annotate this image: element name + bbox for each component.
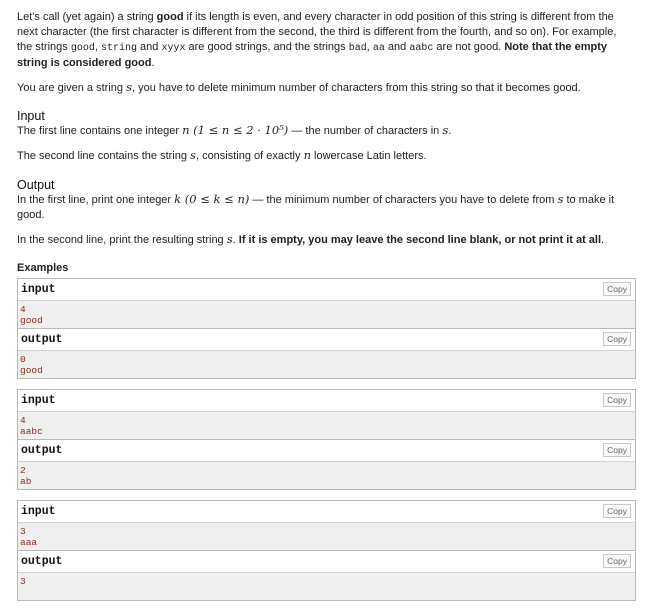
example-line: ab [20, 476, 32, 487]
example-input-header [18, 501, 635, 523]
output-text: — the minimum number of characters you have to delete from [249, 194, 558, 206]
task-text: , you have to delete minimum number of characters from this string so that it becomes good. [131, 82, 581, 94]
copy-button[interactable]: Copy [603, 332, 631, 346]
input-line-2 [17, 148, 632, 164]
example-string: aabc [409, 43, 434, 54]
output-text: . [232, 234, 239, 246]
copy-button[interactable]: Copy [603, 443, 631, 457]
input-text: , consisting of exactly [195, 150, 304, 162]
example-1 [17, 278, 636, 379]
math-var: n [303, 148, 311, 162]
intro-text: . [151, 57, 155, 69]
example-input-header [18, 390, 635, 412]
example-string: bad [348, 43, 367, 54]
example-input-header [18, 279, 635, 301]
copy-button[interactable]: Copy [603, 504, 631, 518]
intro-text: are good strings, and the strings [185, 41, 349, 53]
copy-button[interactable]: Copy [603, 282, 631, 296]
output-line-2 [17, 232, 632, 248]
example-input-body[interactable] [18, 523, 635, 550]
math-constraint: k (0 ≤ k ≤ n) [174, 192, 250, 206]
copy-button[interactable]: Copy [603, 554, 631, 568]
input-label: input [21, 394, 56, 407]
example-3 [17, 500, 636, 601]
task-text: You are given a string [17, 82, 127, 94]
example-string: aa [372, 43, 385, 54]
example-line: 4 [20, 304, 26, 315]
intro-text: are not good. [433, 41, 505, 53]
copy-button[interactable]: Copy [603, 393, 631, 407]
input-text: The second line contains the string [17, 150, 191, 162]
input-line-1 [17, 123, 632, 139]
intro-text: and [384, 41, 410, 53]
output-label: output [21, 333, 63, 346]
example-line: 2 [20, 465, 26, 476]
output-text: In the first line, print one integer [17, 194, 175, 206]
problem-statement [17, 10, 632, 611]
example-input-body[interactable] [18, 301, 635, 328]
input-text: — the number of characters in [288, 125, 443, 137]
empty-string-note: Note that the empty string is considered good [17, 41, 607, 69]
intro-text: if its length is even, and every character in odd position of this string is different from the next character (the first character is different from the second, the third is different from the fourth, and so on). For example, the strings [17, 11, 617, 53]
math-var: s [226, 232, 233, 246]
example-output-body[interactable] [18, 351, 635, 378]
math-var: s [442, 123, 449, 137]
example-2 [17, 389, 636, 490]
output-text: . [601, 234, 605, 246]
examples-heading: Examples [17, 262, 69, 274]
example-line: good [20, 365, 43, 376]
input-label: input [21, 505, 56, 518]
input-heading: Input [17, 109, 45, 123]
input-label: input [21, 283, 56, 296]
output-heading: Output [17, 178, 55, 192]
input-text: lowercase Latin letters. [310, 150, 427, 162]
output-label: output [21, 555, 63, 568]
example-string: good [70, 43, 95, 54]
output-line-1 [17, 192, 632, 223]
example-line: 3 [20, 576, 26, 587]
good-term: good [156, 11, 184, 23]
math-var: s [557, 192, 564, 206]
output-text: In the second line, print the resulting string [17, 234, 227, 246]
example-line: 4 [20, 415, 26, 426]
math-var: s [190, 148, 196, 162]
intro-text: , [366, 41, 373, 53]
intro-text: and [136, 41, 162, 53]
intro-text: Let's call (yet again) a string [17, 11, 157, 23]
example-string: xyyx [161, 43, 186, 54]
example-output-header [18, 550, 635, 573]
example-input-body[interactable] [18, 412, 635, 439]
output-text: to make it good. [17, 194, 615, 221]
task-paragraph [17, 80, 632, 96]
example-output-body[interactable] [18, 573, 635, 600]
math-var: s [126, 80, 132, 94]
example-line: 0 [20, 354, 26, 365]
intro-paragraph [17, 10, 632, 71]
example-line: 3 [20, 526, 26, 537]
empty-output-note: If it is empty, you may leave the second line blank, or not print it at all [238, 234, 602, 246]
input-text: . [448, 125, 452, 137]
example-string: string [100, 43, 137, 54]
math-constraint: n (1 ≤ n ≤ 2 · 10⁵) [182, 123, 289, 137]
example-output-header [18, 439, 635, 462]
example-line: aaa [20, 537, 38, 548]
example-line: aabc [20, 426, 43, 437]
example-line: good [20, 315, 43, 326]
intro-text: , [94, 41, 101, 53]
example-output-body[interactable] [18, 462, 635, 489]
input-text: The first line contains one integer [17, 125, 183, 137]
output-label: output [21, 444, 63, 457]
example-output-header [18, 328, 635, 351]
